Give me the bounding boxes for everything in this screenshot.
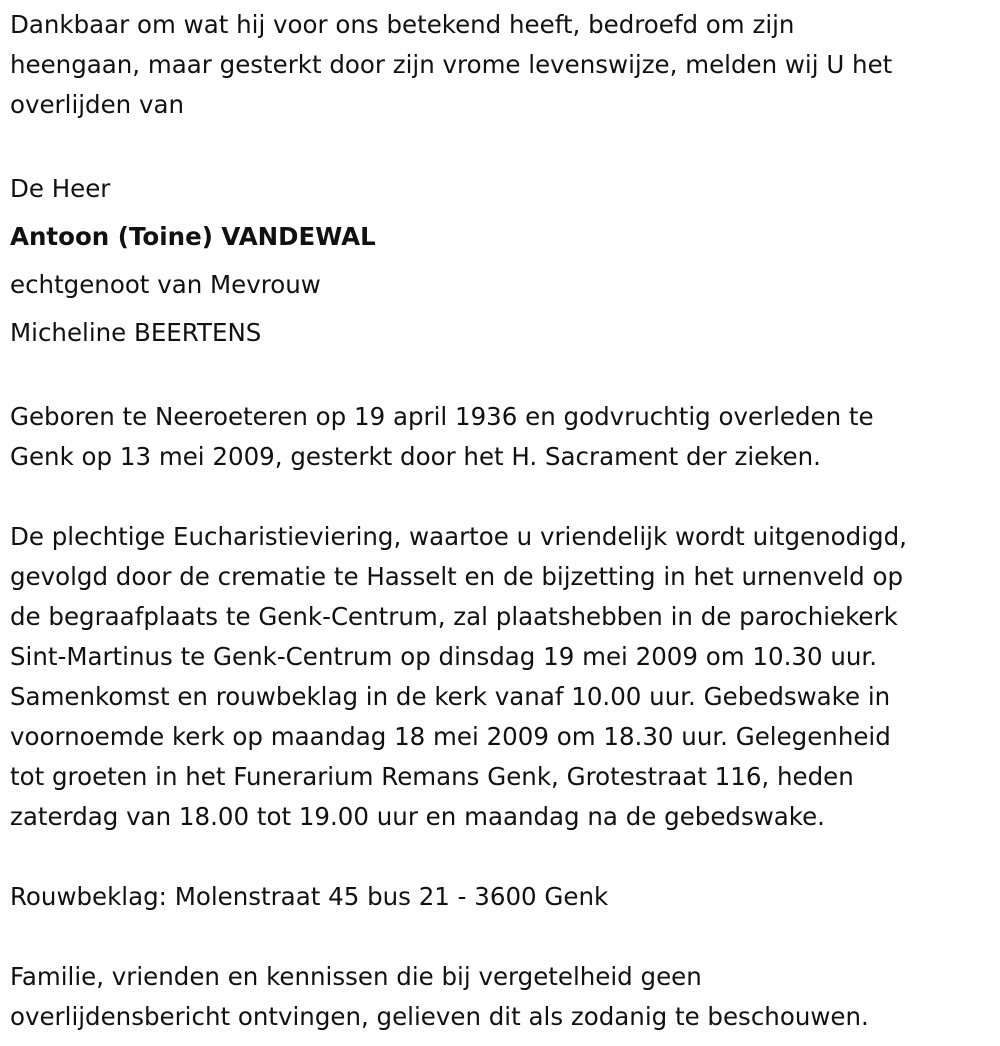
closing-line: overlijdensbericht ontvingen, gelieven dit als zodanig te beschouwen. [10,1002,869,1031]
birth-death-line: Genk op 13 mei 2009, gesterkt door het H. Sacrament der zieken. [10,442,821,471]
ceremony-line: Sint-Martinus te Genk-Centrum op dinsdag 19 mei 2009 om 10.30 uur. [10,642,877,671]
birth-death-line: Geboren te Neeroeteren op 19 april 1936 en godvruchtig overleden te [10,402,874,431]
paragraph-spacer [10,357,990,397]
ceremony-line: zaterdag van 18.00 tot 19.00 uur en maandag na de gebedswake. [10,802,825,831]
intro-line: heengaan, maar gesterkt door zijn vrome levenswijze, melden wij U het [10,50,893,79]
paragraph-spacer [10,917,990,957]
birth-death-paragraph [10,397,990,477]
honorific-title: De Heer [10,174,111,203]
closing-line: Familie, vrienden en kennissen die bij vergetelheid geen [10,962,702,991]
intro-paragraph [10,5,990,125]
condolence-paragraph [10,877,990,917]
ceremony-line: tot groeten in het Funerarium Remans Genk, Grotestraat 116, heden [10,762,854,791]
deceased-block [10,165,990,357]
ceremony-line: de begraafplaats te Genk-Centrum, zal plaatshebben in de parochiekerk [10,602,898,631]
spouse-name: Micheline BEERTENS [10,318,262,347]
closing-paragraph [10,957,990,1037]
ceremony-line: voornoemde kerk op maandag 18 mei 2009 om 18.30 uur. Gelegenheid [10,722,891,751]
ceremony-line: Samenkomst en rouwbeklag in de kerk vanaf 10.00 uur. Gebedswake in [10,682,891,711]
condolence-address: Rouwbeklag: Molenstraat 45 bus 21 - 3600 Genk [10,882,609,911]
paragraph-spacer [10,125,990,165]
intro-line: Dankbaar om wat hij voor ons betekend heeft, bedroefd om zijn [10,10,795,39]
ceremony-line: De plechtige Eucharistieviering, waartoe u vriendelijk wordt uitgenodigd, [10,522,907,551]
deceased-name: Antoon (Toine) VANDEWAL [10,222,376,251]
ceremony-paragraph [10,517,990,837]
spouse-label: echtgenoot van Mevrouw [10,270,321,299]
paragraph-spacer [10,837,990,877]
paragraph-spacer [10,477,990,517]
ceremony-line: gevolgd door de crematie te Hasselt en de bijzetting in het urnenveld op [10,562,904,591]
intro-line: overlijden van [10,90,185,119]
